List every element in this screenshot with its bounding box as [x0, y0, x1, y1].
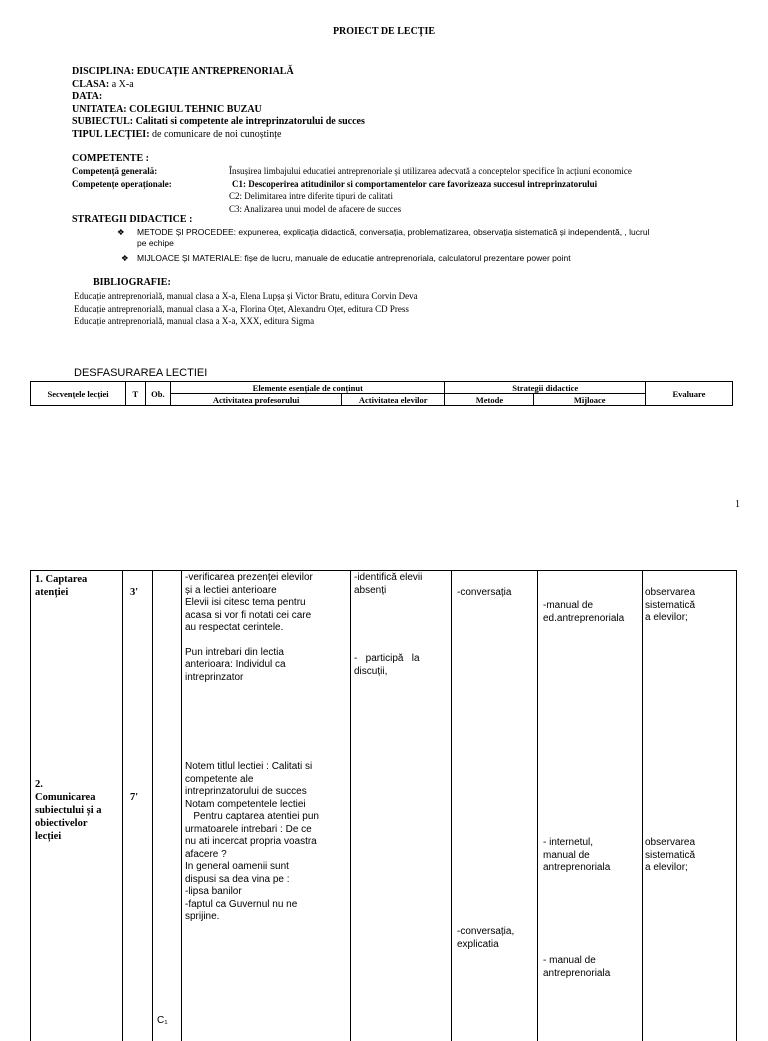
- th-evaluare: Evaluare: [645, 382, 732, 406]
- bibliografie-list: [74, 290, 418, 328]
- th-metode: Metode: [445, 394, 534, 406]
- bibliografie-item: Educație antreprenorială, manual clasa a X-a, Elena Lupșa și Victor Bratu, editura Corvin Deva: [74, 291, 418, 301]
- th-secvente: Secvențele lecției: [31, 382, 126, 406]
- competenta-c1: C1: Descoperirea atitudinilor si comportamentelor care favorizeaza succesul intreprinzatorului: [232, 179, 598, 189]
- diamond-bullet-icon: ❖: [121, 253, 129, 263]
- th-elevi: Activitatea elevilor: [342, 394, 445, 406]
- page-number: 1: [735, 499, 740, 510]
- row2-prof: Notem titlul lectiei : Calitati si competente ale intreprinzatorului de succes Notam competentele lectiei Pentru captarea atentiei pun urmatoarele intrebari : De ce nu ati incercat propria voastra afacere ? In general oamenii sunt dispusi sa dea vina pe : -lipsa banilor -faptul ca Guvernul nu ne sprijine.: [185, 761, 319, 922]
- competente-heading: COMPETENTE :: [72, 153, 149, 164]
- row2-secventa: 2. Comunicarea subiectului și a obiectivelor lecției: [35, 779, 102, 842]
- bibliografie-heading: BIBLIOGRAFIE:: [93, 277, 171, 288]
- row2-evaluare: observarea sistematică a elevilor;: [645, 837, 696, 873]
- competenta-generala-text: Însușirea limbajului educatiei antreprenoriale și utilizarea adecvată a conceptelor specifice în acțiuni economice: [229, 166, 632, 176]
- strategii-mijloace: MIJLOACE ȘI MATERIALE: fișe de lucru, manuale de educatie antreprenoriala, calculatorul prezentare power point: [137, 253, 571, 263]
- bibliografie-item: Educație antreprenorială, manual clasa a X-a, XXX, editura Sigma: [74, 316, 315, 326]
- competenta-generala-label: Competență generală:: [72, 166, 158, 176]
- field-disciplina: DISCIPLINA: EDUCAȚIE ANTREPRENORIALĂ: [72, 66, 294, 77]
- row3-ob-partial: C₁: [157, 1015, 168, 1026]
- th-ob: Ob.: [145, 382, 171, 406]
- field-clasa: CLASA: a X-a: [72, 78, 134, 90]
- row2-metode: -conversația, explicatia: [457, 926, 515, 950]
- field-unitatea: UNITATEA: COLEGIUL TEHNIC BUZAU: [72, 103, 262, 115]
- row1-mijloace: -manual de ed.antreprenoriala: [543, 600, 625, 624]
- diamond-bullet-icon: ❖: [117, 227, 125, 237]
- row2-mijloace-b: - manual de antreprenoriala: [543, 955, 611, 979]
- row1-time: 3': [130, 587, 139, 598]
- row1-evaluare: observarea sistematică a elevilor;: [645, 587, 696, 623]
- lesson-fields: [72, 66, 365, 141]
- th-strategii: Strategii didactice: [445, 382, 646, 394]
- row1-metode: -conversația: [457, 587, 512, 598]
- competenta-c3: C3: Analizarea unui model de afacere de succes: [229, 204, 402, 214]
- page-title: PROIECT DE LECȚIE: [332, 26, 436, 37]
- competente-operationale-label: Competențe operaționale:: [72, 179, 172, 189]
- field-data: DATA:: [72, 91, 103, 102]
- th-elemente: Elemente esențiale de conținut: [171, 382, 445, 394]
- desfasurarea-heading: DESFASURAREA LECTIEI: [74, 367, 208, 379]
- lesson-table-body: [30, 570, 737, 1041]
- row1-elevi-a: -identifică elevii absenți: [354, 572, 423, 596]
- th-prof: Activitatea profesorului: [171, 394, 342, 406]
- field-subiectul: SUBIECTUL: Calitati si competente ale intreprinzatorului de succes: [72, 116, 365, 127]
- strategii-heading: STRATEGII DIDACTICE :: [72, 214, 193, 225]
- th-t: T: [126, 382, 145, 406]
- th-mijloace: Mijloace: [534, 394, 646, 406]
- row1-prof: -verificarea prezenței elevilor și a lectiei anterioare Elevii isi citesc tema pentru acasa si vor fi notati cei care au respectat cerintele. Pun intrebari din lectia anterioara: Individul ca intreprinzator: [185, 572, 313, 683]
- bibliografie-item: Educație antreprenorială, manual clasa a X-a, Florina Oțet, Alexandru Oțet, editura CD Press: [74, 303, 409, 314]
- row2-time: 7': [130, 792, 139, 803]
- competenta-c2: C2: Delimitarea intre diferite tipuri de calitati: [229, 191, 393, 201]
- row1-secventa: 1. Captarea atenției: [35, 574, 88, 598]
- strategii-metode: METODE ȘI PROCEDEE: expunerea, explicația didactică, conversația, problematizarea, observația sistematică și independentă, , lucrul: [137, 227, 650, 237]
- row1-elevi-b: - participă la discuții,: [354, 653, 420, 677]
- strategii-metode-cont: pe echipe: [137, 238, 174, 248]
- field-tipul: TIPUL LECȚIEI: de comunicare de noi cunoștințe: [72, 128, 282, 140]
- row2-mijloace-a: - internetul, manual de antreprenoriala: [543, 837, 611, 873]
- lesson-table-header: [30, 381, 733, 406]
